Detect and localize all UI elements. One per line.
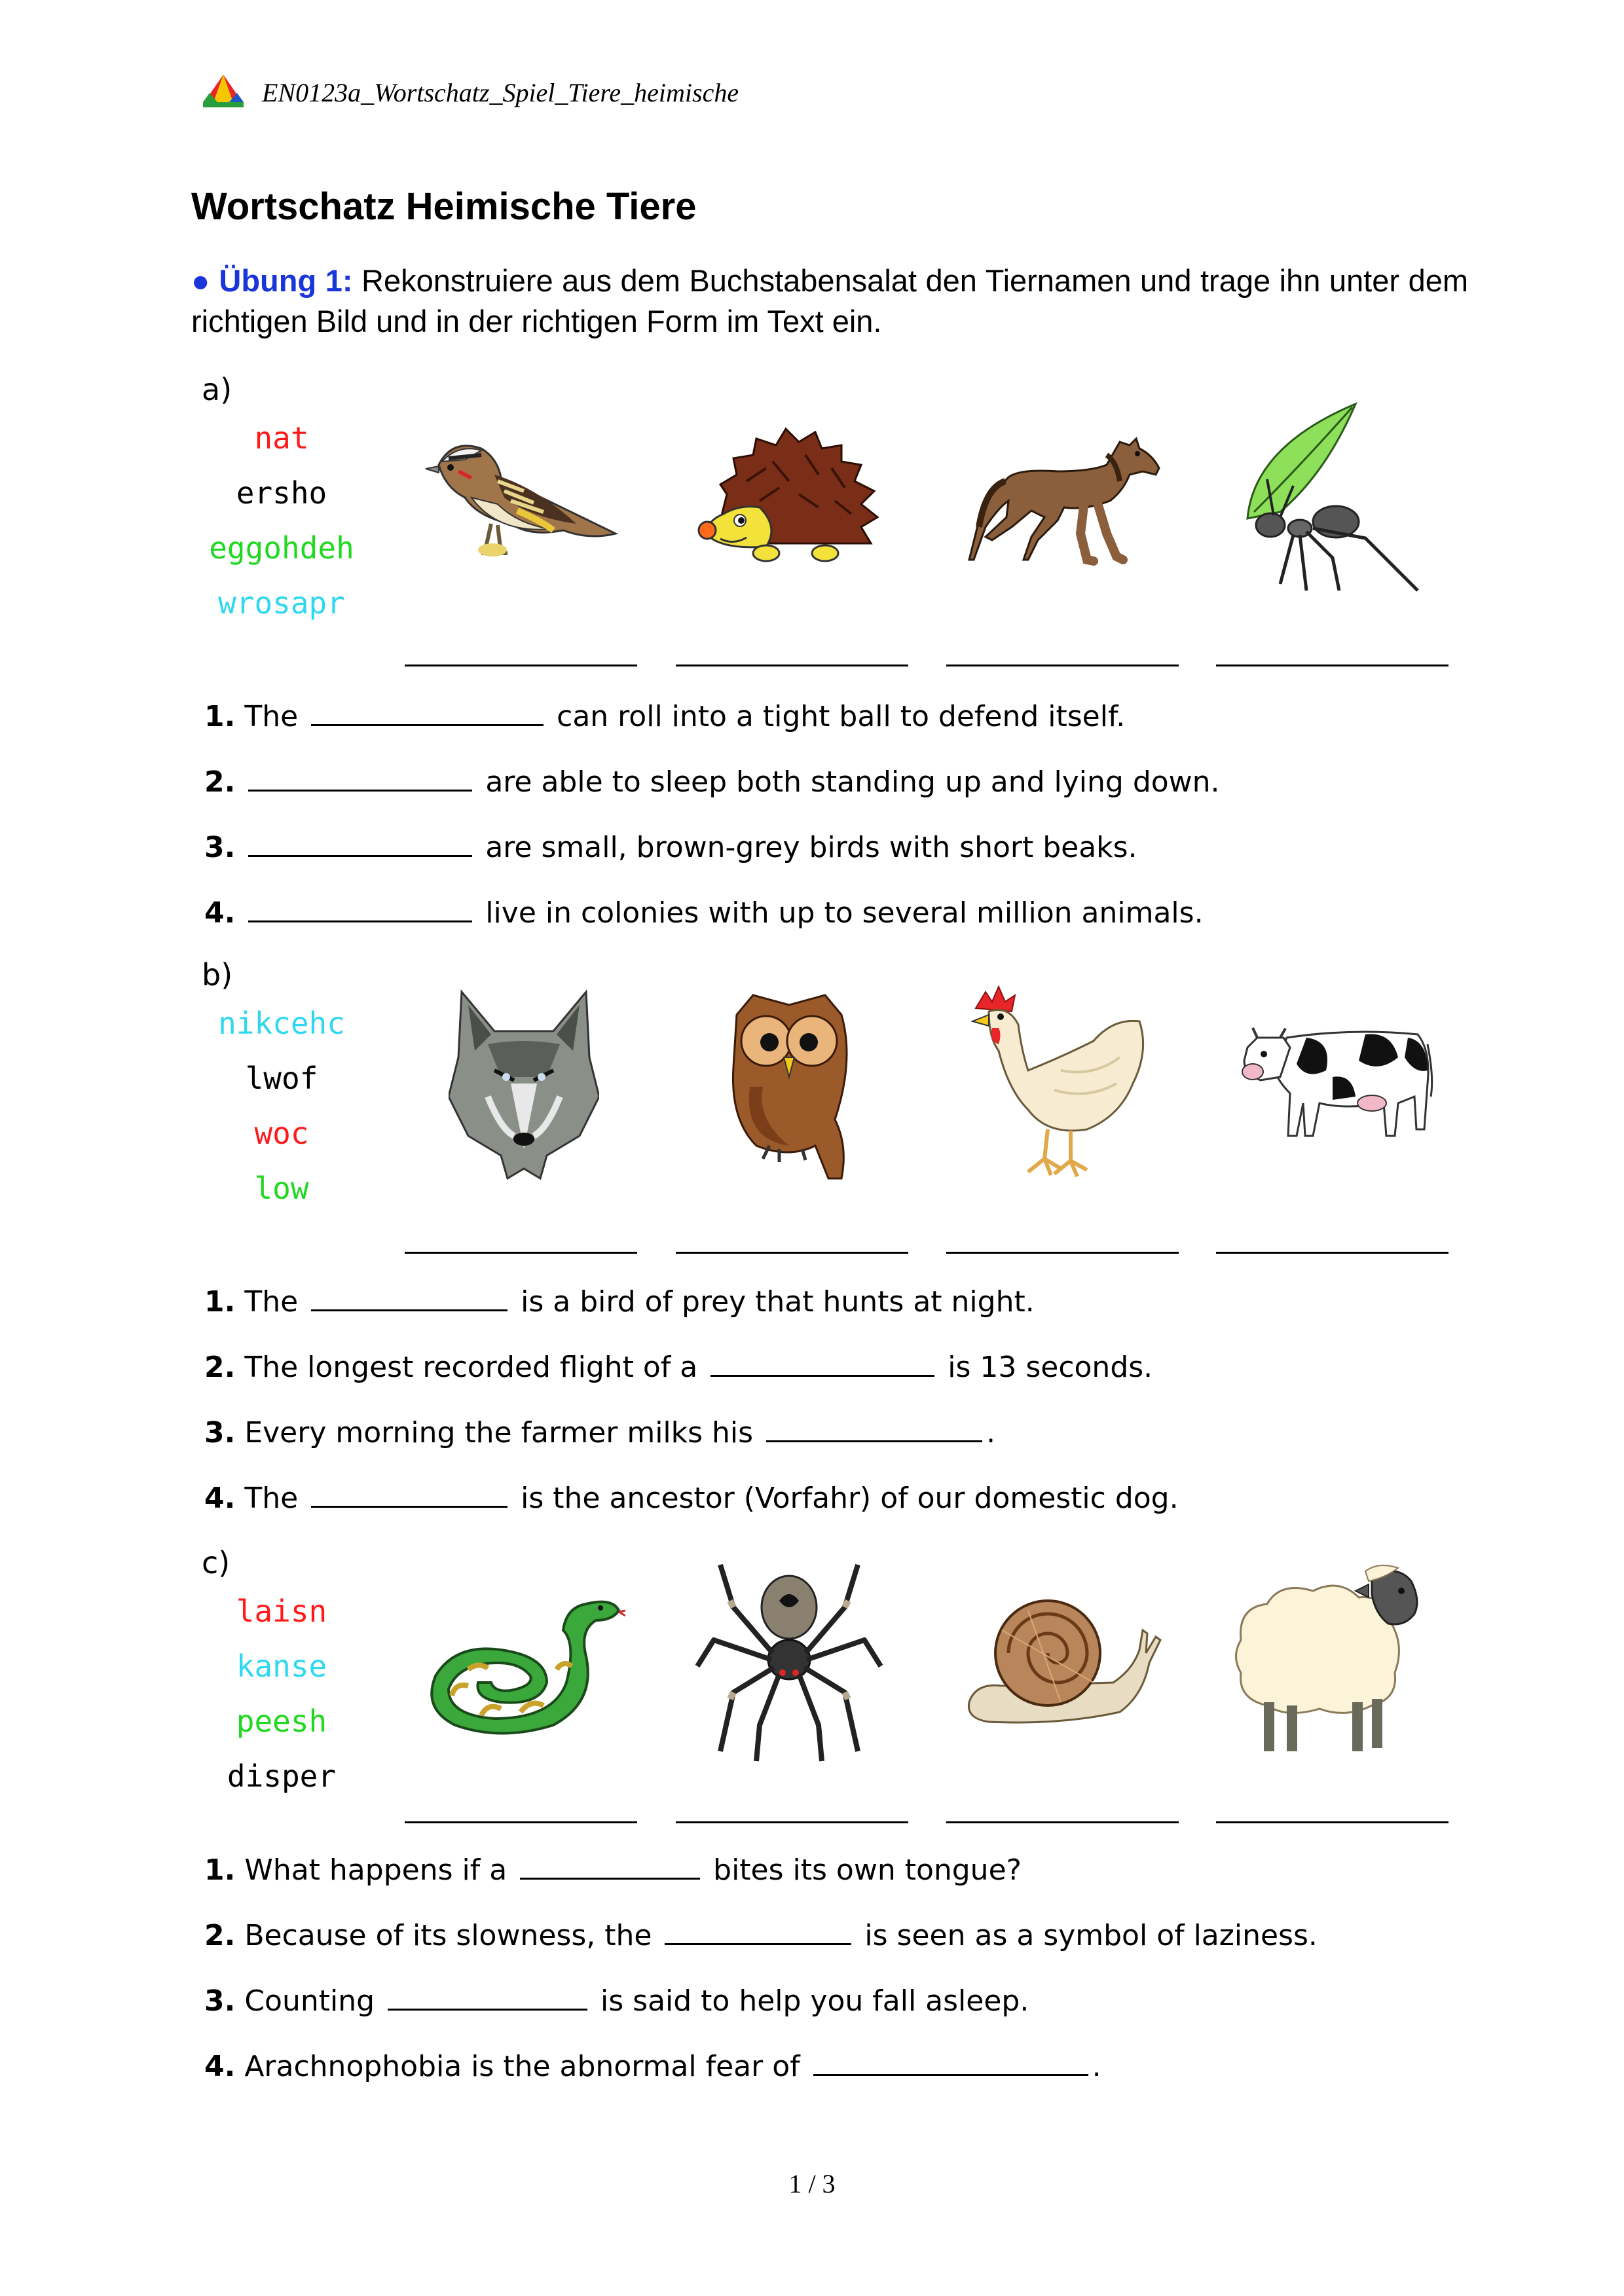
fill-in-blank[interactable] [311,1285,507,1311]
instruction-text: Rekonstruiere aus dem Buchstabensalat den Tiernamen und trage ihn unter dem richtigen Bild und in der richtigen Form im Text ein. [191,263,1468,338]
fill-in-blank[interactable] [766,1415,982,1442]
sentence: 3. Counting is said to help you fall asleep. [204,1984,1029,2018]
fill-in-blank[interactable] [710,1350,934,1377]
scrambled-word: peesh [236,1704,327,1739]
cow-image [1234,1011,1437,1152]
sentence: 2. are able to sleep both standing up and lying down. [204,765,1220,799]
spider-image [694,1561,884,1764]
answer-line[interactable] [405,1821,637,1823]
answer-line[interactable] [405,665,637,666]
answer-line[interactable] [946,1252,1179,1254]
sentence: 1. The can roll into a tight ball to defend itself. [204,700,1126,733]
sentence: 2. The longest recorded flight of a is 13 seconds. [204,1351,1153,1384]
answer-line[interactable] [676,665,908,666]
section-label-c: c) [202,1545,231,1580]
ant-image [1234,401,1431,597]
sentence: 3. Every morning the farmer milks his . [204,1416,996,1449]
horse-image [966,429,1162,570]
scrambled-word: nat [254,420,309,456]
scrambled-word: ersho [236,475,327,511]
fill-in-blank[interactable] [665,1918,851,1945]
answer-line[interactable] [1216,1252,1449,1254]
sparrow-image [419,426,629,570]
section-label-a: a) [202,372,232,407]
answer-line[interactable] [676,1821,908,1823]
fill-in-blank[interactable] [248,765,472,792]
scrambled-word: disper [227,1758,337,1794]
sentence: 4. Arachnophobia is the abnormal fear of . [204,2050,1101,2083]
scrambled-word: laisn [236,1594,327,1629]
document-filename: EN0123a_Wortschatz_Spiel_Tiere_heimische [262,78,739,107]
fill-in-blank[interactable] [311,1481,507,1508]
scrambled-word: woc [254,1116,309,1151]
scrambled-word: kanse [236,1649,327,1684]
fill-in-blank[interactable] [813,2049,1088,2076]
fill-in-blank[interactable] [248,896,472,922]
scrambled-word: low [254,1171,309,1206]
exercise-instruction [191,261,1468,342]
exercise-label: ● Übung 1: [191,263,353,298]
snail-image [963,1597,1166,1728]
logo-icon [202,73,245,109]
scrambled-word: wrosapr [218,585,345,621]
fill-in-blank[interactable] [388,1984,587,2011]
page-title: Wortschatz Heimische Tiere [191,185,697,228]
page-number: 1 / 3 [788,2169,836,2198]
fill-in-blank[interactable] [248,830,472,857]
answer-line[interactable] [1216,665,1449,666]
answer-line[interactable] [676,1252,908,1254]
sentence: 1. What happens if a bites its own tongue? [204,1853,1022,1887]
sentence: 2. Because of its slowness, the is seen as a symbol of laziness. [204,1919,1318,1952]
chicken-image [963,979,1159,1182]
sheep-image [1228,1561,1424,1758]
section-label-b: b) [202,957,233,993]
hedgehog-image [694,422,891,573]
sentence: 4. live in colonies with up to several million animals. [204,896,1204,930]
owl-image [717,989,861,1185]
snake-image [422,1584,625,1741]
answer-line[interactable] [946,665,1179,666]
wolf-image [449,985,599,1182]
sentence: 3. are small, brown-grey birds with short beaks. [204,831,1137,864]
fill-in-blank[interactable] [311,699,544,726]
answer-line[interactable] [1216,1821,1449,1823]
sentence: 4. The is the ancestor (Vorfahr) of our domestic dog. [204,1482,1179,1515]
scrambled-word: nikcehc [218,1006,345,1041]
scrambled-word: lwof [245,1061,318,1096]
fill-in-blank[interactable] [520,1853,700,1880]
sentence: 1. The is a bird of prey that hunts at night. [204,1285,1035,1319]
answer-line[interactable] [405,1252,637,1254]
scrambled-word: eggohdeh [209,530,354,566]
answer-line[interactable] [946,1821,1179,1823]
